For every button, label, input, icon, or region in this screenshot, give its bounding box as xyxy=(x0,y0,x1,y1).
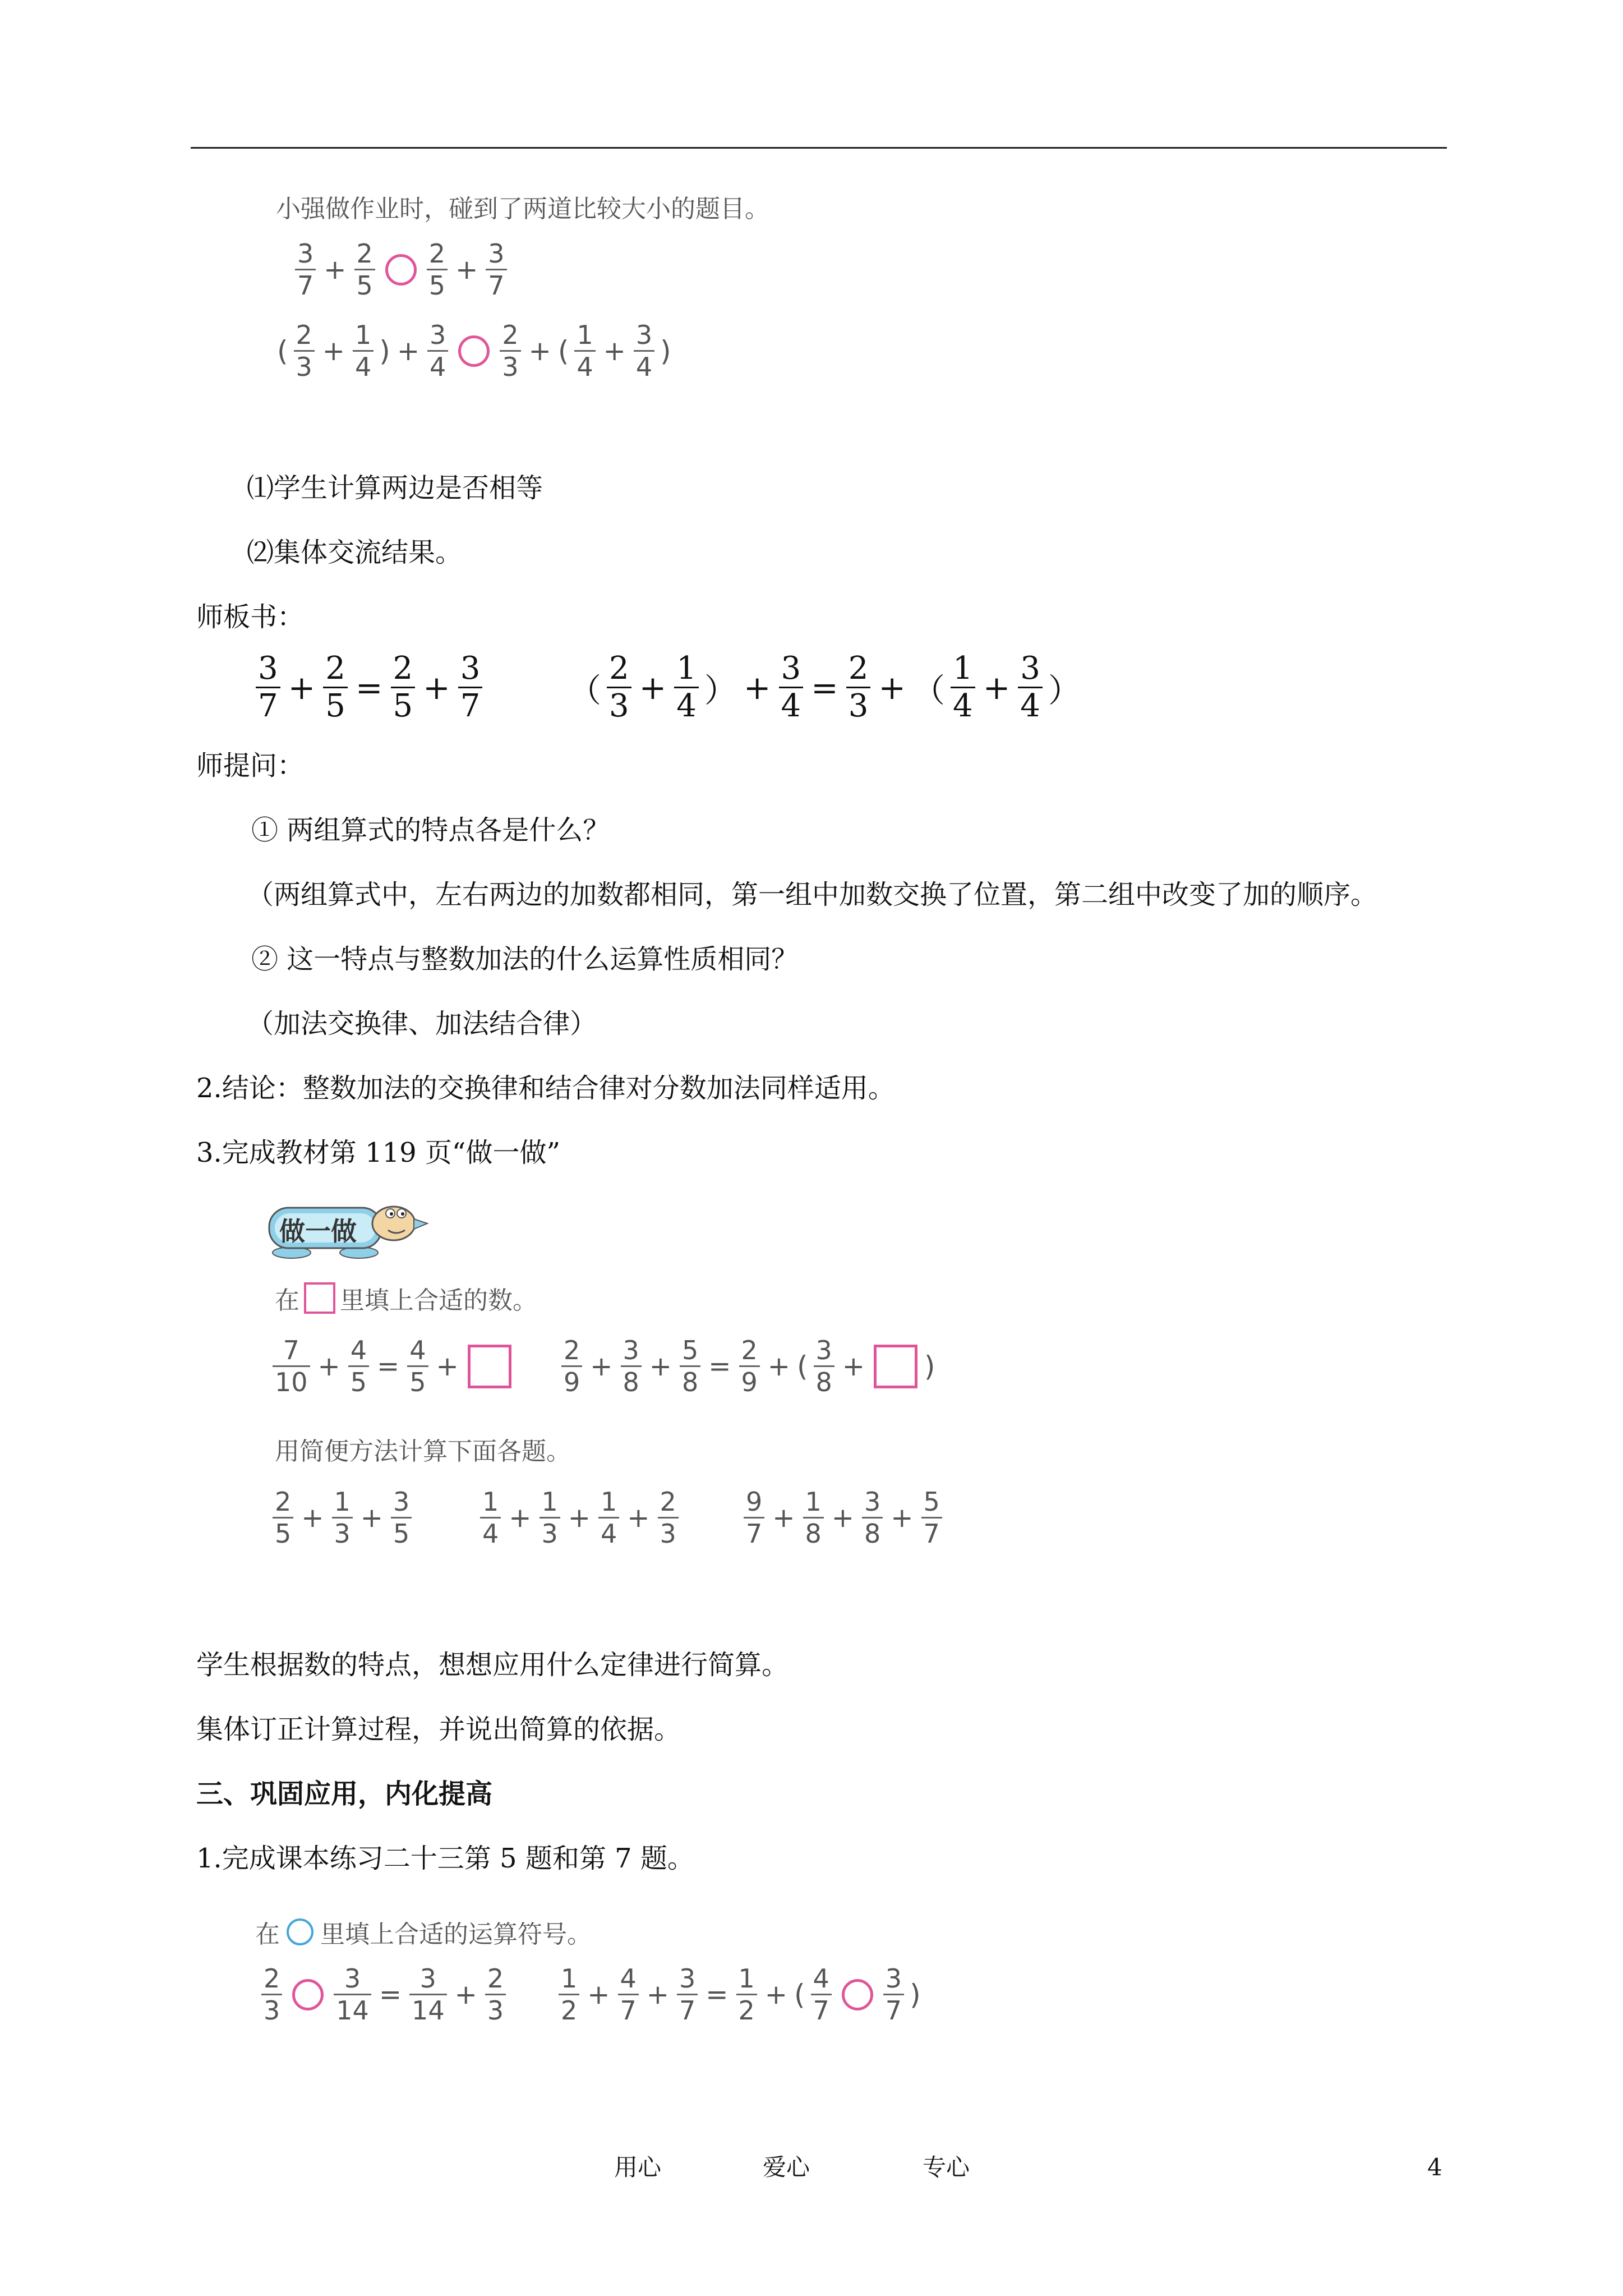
figure2-fill-instruction xyxy=(275,1280,537,1316)
fraction: 3 14 xyxy=(409,1963,447,2026)
after-text-2: 集体订正计算过程，并说出简算的依据。 xyxy=(196,1714,681,1745)
fraction: 5 7 xyxy=(921,1487,942,1549)
answer-2: （加法交换律、加法结合律） xyxy=(247,1008,597,1039)
fraction: 1 4 xyxy=(480,1487,501,1549)
fraction: 3 5 xyxy=(391,1487,412,1549)
fraction: 3 8 xyxy=(862,1487,883,1549)
instruction-suffix: 里填上合适的运算符号。 xyxy=(320,1920,592,1949)
fraction: 2 3 xyxy=(846,651,871,724)
question-1: ① 两组算式的特点各是什么？ xyxy=(251,815,610,846)
figure2-calc2: 1 4 + 1 3 + 1 4 + 2 3 xyxy=(477,1487,682,1549)
footer-item-1: 用心 xyxy=(614,2154,662,2181)
figure1-expr1: 3 7 + 2 5 2 5 + 3 7 xyxy=(292,238,510,301)
fraction: 7 10 xyxy=(273,1335,310,1397)
fraction: 2 9 xyxy=(739,1335,760,1397)
figure3-expr1: 2 3 3 14 = 3 14 + 2 3 xyxy=(258,1963,509,2026)
fraction: 1 2 xyxy=(559,1963,579,2026)
fraction: 2 5 xyxy=(427,238,448,301)
fraction: 2 5 xyxy=(323,651,348,724)
fraction: 1 3 xyxy=(540,1487,560,1549)
fraction: 4 7 xyxy=(618,1963,639,2026)
board-eq1: 3 7 + 2 5 = 2 5 + 3 7 xyxy=(252,651,486,724)
footer-item-2: 爱心 xyxy=(763,2154,810,2181)
blank-circle-icon xyxy=(287,1918,313,1945)
figure1-expr2: ( 2 3 + 1 4 ) + 3 4 2 3 + ( 1 4 + 3 4 ) xyxy=(277,320,671,382)
fraction: 2 9 xyxy=(561,1335,582,1397)
fraction: 5 8 xyxy=(680,1335,700,1397)
fraction: 4 7 xyxy=(811,1963,832,2026)
fraction: 1 4 xyxy=(574,320,595,382)
fraction: 3 4 xyxy=(634,320,654,382)
figure2-expr2: 2 9 + 3 8 + 5 8 = 2 9 + ( 3 8 + ) xyxy=(558,1335,938,1397)
fraction: 1 4 xyxy=(674,651,699,724)
fraction: 3 14 xyxy=(334,1963,371,2026)
footer-item-3: 专心 xyxy=(923,2154,970,2181)
fraction: 3 7 xyxy=(295,238,316,301)
header-rule xyxy=(191,147,1447,149)
operator-circle-icon xyxy=(842,1979,873,2010)
instruction-prefix: 在 xyxy=(255,1920,280,1949)
fraction: 1 4 xyxy=(598,1487,619,1549)
fraction: 3 4 xyxy=(1018,651,1043,724)
answer-box-icon xyxy=(468,1345,511,1388)
fraction: 3 7 xyxy=(458,651,483,724)
section-3-heading: 三、巩固应用，内化提高 xyxy=(196,1778,493,1810)
answer-1: （两组算式中，左右两边的加数都相同，第一组中加数交换了位置，第二组中改变了加的顺序。 xyxy=(247,879,1378,910)
instruction-prefix: 在 xyxy=(275,1286,299,1315)
fraction: 4 5 xyxy=(348,1335,369,1397)
fraction: 3 7 xyxy=(677,1963,698,2026)
task-3: 3.完成教材第 119 页“做一做” xyxy=(196,1137,561,1168)
fraction: 3 7 xyxy=(883,1963,904,2026)
question-label: 师提问： xyxy=(196,750,305,781)
fraction: 9 7 xyxy=(744,1487,764,1549)
badge-label: 做一做 xyxy=(279,1216,357,1246)
after-text-1: 学生根据数的特点，想想应用什么定律进行简算。 xyxy=(196,1649,789,1681)
fraction: 1 3 xyxy=(332,1487,353,1549)
figure2-expr1: 7 10 + 4 5 = 4 5 + xyxy=(269,1335,516,1397)
figure2-simple-calc: 用简便方法计算下面各题。 xyxy=(275,1437,571,1466)
fraction: 2 3 xyxy=(294,320,315,382)
fraction: 2 5 xyxy=(354,238,375,301)
step-2: ⑵集体交流结果。 xyxy=(247,537,463,568)
blank-box-icon xyxy=(304,1282,335,1314)
instruction-suffix: 里填上合适的数。 xyxy=(340,1286,537,1315)
fraction: 1 4 xyxy=(353,320,374,382)
step-1: ⑴学生计算两边是否相等 xyxy=(247,472,543,504)
fraction: 1 2 xyxy=(736,1963,757,2026)
fraction: 3 7 xyxy=(486,238,506,301)
compare-circle-icon xyxy=(385,254,417,286)
compare-circle-icon xyxy=(458,335,490,367)
board-label: 师板书： xyxy=(196,601,305,633)
fraction: 1 4 xyxy=(951,651,975,724)
board-eq2: （ 2 3 + 1 4 ） + 3 4 = 2 3 + （ 1 4 + 3 4 ） xyxy=(569,650,1081,724)
fraction: 3 8 xyxy=(814,1335,834,1397)
page-number: 4 xyxy=(1427,2154,1442,2181)
fraction: 3 8 xyxy=(621,1335,642,1397)
figure1-caption: 小强做作业时，碰到了两道比较大小的题目。 xyxy=(276,195,769,223)
conclusion: 2.结论：整数加法的交换律和结合律对分数加法同样适用。 xyxy=(196,1073,895,1104)
fraction: 3 4 xyxy=(779,651,804,724)
figure2-calc3: 9 7 + 1 8 + 3 8 + 5 7 xyxy=(740,1487,946,1549)
question-2: ② 这一特点与整数加法的什么运算性质相同？ xyxy=(251,944,799,975)
fraction: 2 3 xyxy=(261,1963,282,2026)
figure3-instruction xyxy=(255,1914,592,1950)
figure2-calc1: 2 5 + 1 3 + 3 5 xyxy=(269,1487,415,1549)
answer-box-icon xyxy=(874,1345,917,1388)
fraction: 2 3 xyxy=(500,320,520,382)
fraction: 3 4 xyxy=(427,320,448,382)
fraction: 1 8 xyxy=(803,1487,824,1549)
fraction: 3 7 xyxy=(256,651,280,724)
fraction: 2 5 xyxy=(391,651,416,724)
do-it-badge xyxy=(264,1198,432,1259)
fraction: 2 5 xyxy=(273,1487,293,1549)
figure3-expr2: 1 2 + 4 7 + 3 7 = 1 2 + ( 4 7 3 7 ) xyxy=(555,1963,923,2026)
operator-circle-icon xyxy=(292,1979,324,2010)
fraction: 2 3 xyxy=(607,651,631,724)
fraction: 2 3 xyxy=(658,1487,679,1549)
task-exercise: 1.完成课本练习二十三第 5 题和第 7 题。 xyxy=(196,1843,694,1874)
fraction: 4 5 xyxy=(407,1335,428,1397)
fraction: 2 3 xyxy=(485,1963,506,2026)
